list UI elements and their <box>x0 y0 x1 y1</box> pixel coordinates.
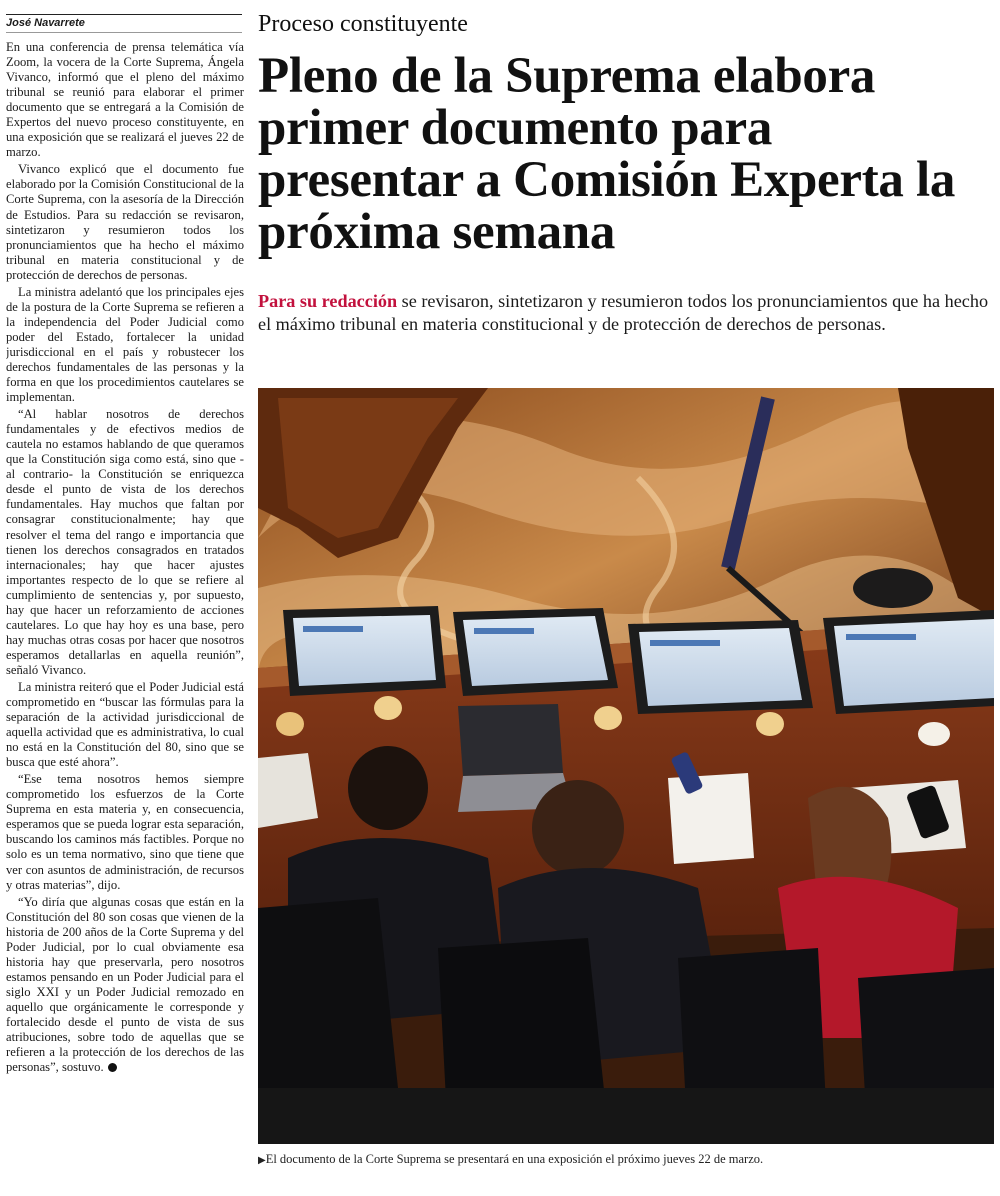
body-paragraph: “Al hablar nosotros de derechos fundamentales y de efectivos medios de cautela no estamos hablando de que queramos que la Constitución siga como está, sino que -al contrario- la Constitución se enriquezca desde el punto de vista de los derechos fundamentales. Hay muchos que faltan por consagrar constitucionalmente; hay que resolver el tema del rango e importancia que tienen los derechos consagrados en tratados internacionales; hay que hacer ajustes importantes respecto de lo que se refiere al cumplimiento de sentencias y, por supuesto, hay que hacer un reforzamiento de acciones cautelares. Lo que hay hoy es una base, pero hay muchas otras cosas por hacer que nosotros esperamos detallarlas en aquella reunión”, señaló Vivanco. <box>6 407 244 677</box>
body-paragraph: La ministra adelantó que los principales ejes de la postura de la Corte Suprema se refieren a la independencia del Poder Judicial como poder del Estado, fortalecer la unidad jurisdiccional en el país y robustecer los derechos fundamentales de las personas y la forma en que los procedimientos cautelares se implementan. <box>6 284 244 405</box>
monitor <box>283 606 446 696</box>
caption-marker-icon: ▶ <box>258 1155 266 1166</box>
monitor <box>628 620 813 714</box>
body-paragraph: En una conferencia de prensa telemática vía Zoom, la vocera de la Corte Suprema, Ángela Vivanco, informó que el pleno del máximo tribunal se reunió para elaborar el primer documento que se entregará a la Comisión de Expertos del nuevo proceso constituyente, en una exposición que se realizará el jueves 22 de marzo. <box>6 40 244 160</box>
deck-lead: Para su redacción <box>258 291 398 311</box>
end-mark-icon <box>108 1063 117 1072</box>
monitor <box>823 610 994 714</box>
monitor <box>453 608 618 696</box>
body-paragraph: La ministra reiteró que el Poder Judicial está comprometido en “buscar las fórmulas para la separación de la actividad jurisdiccional de aquella actividad que es administrativa, lo cual no está en la Constitución del 80, sino que se busca que esté ahora”. <box>6 679 244 770</box>
photo-illustration <box>258 388 994 1144</box>
body-paragraph-last <box>6 895 244 1076</box>
article-body <box>6 40 244 1176</box>
photo-caption <box>258 1151 994 1169</box>
caption-text: El documento de la Corte Suprema se presentará en una exposición el próximo jueves 22 de marzo. <box>265 1152 764 1166</box>
article-photo <box>258 388 994 1144</box>
deck <box>258 290 993 336</box>
deck-text: se revisaron, sintetizaron y resumieron todos los pronunciamientos que ha hecho el máximo tribunal en materia constitucional y de protección de derechos de personas. <box>258 291 989 334</box>
section-kicker: Proceso constituyente <box>258 11 468 37</box>
body-paragraph: Vivanco explicó que el documento fue elaborado por la Comisión Constitucional de la Corte Suprema, con la asesoría de la Dirección de Estudios. Para su redacción se revisaron, sintetizaron y resumieron todos los pronunciamientos que ha hecho el máximo tribunal en materia constitucional y de protección de derechos de personas. <box>6 162 244 282</box>
headline: Pleno de la Suprema elabora primer documento para presentar a Comisión Experta la próxima semana <box>258 48 956 260</box>
body-paragraph: “Ese tema nosotros hemos siempre comprometido los esfuerzos de la Corte Suprema en esta materia y, en consecuencia, esperamos que se pueda lograr esta separación, buscando los caminos más factibles. Porque no solo es un tema normativo, sino que tiene que ver con asuntos de administración, de recursos y otras materias”, dijo. <box>6 772 244 892</box>
body-paragraph-text: “Yo diría que algunas cosas que están en la Constitución del 80 son cosas que vienen de la historia de 200 años de la Corte Suprema y del Poder Judicial, por lo cual obviamente esa historia hay que preservarla, pero nosotros estamos pensando en un Poder Judicial para el siglo XXI y un Poder Judicial remozado en aquello que orgánicamente le corresponde y fortalecido desde el punto de vista de sus atribuciones, sobre todo de aquellas que se refieren a la protección de los derechos de las personas”, sostuvo. <box>6 894 244 1075</box>
author-byline: José Navarrete <box>6 14 242 33</box>
